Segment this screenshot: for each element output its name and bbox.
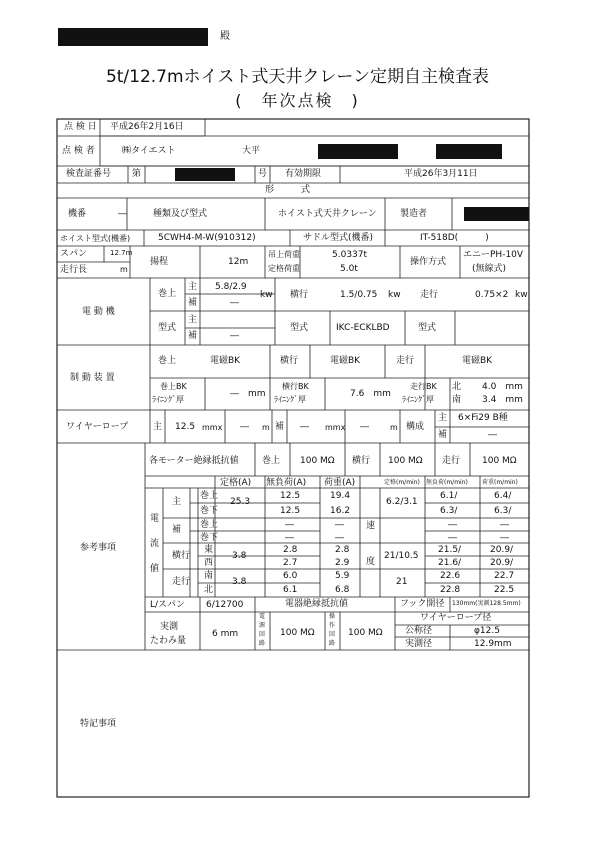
- row-noload: 2.7: [283, 558, 298, 568]
- motor-travel-model-label: 型式: [418, 323, 437, 333]
- redacted-maker: [464, 207, 529, 221]
- brake-traverse-lining-2: ﾗｲﾆﾝｸﾞ厚: [274, 395, 306, 404]
- op-circuit-2: 作: [329, 622, 336, 629]
- travel-len-label: 走行長: [60, 265, 88, 275]
- rope-main-mmx: mmx: [202, 423, 223, 432]
- rope-comp-aux-label: 補: [438, 430, 448, 440]
- current-label-3: 値: [150, 564, 160, 574]
- hdr-load-speed: 荷重(m/min): [482, 479, 518, 486]
- op-label: 操作方式: [410, 257, 447, 267]
- row-load: ―: [335, 533, 344, 543]
- honorific: 殿: [220, 31, 230, 42]
- row-load: 6.8: [335, 585, 350, 595]
- motor-aux-label: 補: [188, 298, 198, 308]
- motor-model-main: 主: [188, 315, 198, 325]
- travel-len-unit: m: [120, 265, 128, 274]
- cert-suffix: 号: [258, 169, 268, 179]
- rope-aux-m: m: [390, 423, 398, 432]
- insulation-travel-label: 走行: [442, 456, 461, 466]
- row-noload: 6.1: [283, 585, 298, 595]
- motor-travel-value: 0.75×2: [475, 290, 509, 300]
- insulation-hoist-value: 100 MΩ: [300, 456, 335, 466]
- main-circuit-4: 路: [259, 640, 266, 647]
- lspan-value: 6/12700: [206, 600, 244, 610]
- row-sub: 西: [204, 558, 214, 568]
- brake-label: 制 動 装 置: [70, 373, 115, 383]
- cert-label: 検査証番号: [66, 169, 112, 179]
- row-noload: 12.5: [280, 491, 301, 501]
- brake-hoist-lining-2: ﾗｲﾆﾝｸﾞ厚: [152, 395, 184, 404]
- travel-rated-speed: 21: [396, 577, 408, 587]
- brake-travel-lining-2: ﾗｲﾆﾝｸﾞ厚: [402, 395, 434, 404]
- redacted-cert-number: [175, 168, 235, 181]
- row-load: ―: [335, 520, 344, 530]
- insulation-label: 各モーター絶縁抵抗値: [149, 456, 239, 466]
- redacted-inspector-2: [436, 144, 502, 159]
- row-sub: 東: [204, 545, 214, 555]
- main-rated-speed: 6.2/3.1: [386, 497, 418, 507]
- rope-label: ワイヤーロープ: [66, 422, 129, 432]
- rope-comp-main-value: 6×Fi29 B種: [458, 413, 508, 423]
- row-noload-speed: 6.1/: [440, 491, 458, 501]
- motor-travel-kw: kw: [515, 290, 528, 300]
- validity-label: 有効期限: [285, 169, 322, 179]
- rope-composition-label: 構成: [406, 422, 425, 432]
- measured-value: 12.9mm: [474, 639, 512, 649]
- insulation-travel-value: 100 MΩ: [482, 456, 517, 466]
- motor-model-label: 型式: [158, 323, 177, 333]
- row-load: 2.8: [335, 545, 350, 555]
- row-sub: 南: [204, 571, 214, 581]
- motor-traverse-label: 横行: [290, 290, 309, 300]
- row-noload-speed: 22.8: [440, 585, 461, 595]
- motor-traverse-kw: kw: [388, 290, 401, 300]
- motor-travel-label: 走行: [420, 290, 439, 300]
- row-noload-speed: 6.3/: [440, 506, 458, 516]
- date-value: 平成26年2月16日: [110, 122, 184, 132]
- hdr-noload-speed: 無負荷(m/min): [426, 479, 468, 486]
- cert-prefix: 第: [132, 169, 142, 179]
- brake-travel-label: 走行: [396, 356, 415, 366]
- brake-north-label: 北: [452, 382, 462, 392]
- row-load-speed: 22.5: [494, 585, 515, 595]
- motor-main-label: 主: [188, 282, 198, 292]
- row-load: 19.4: [330, 491, 351, 501]
- brake-hoist-lining-value: ― mm: [230, 389, 266, 399]
- motor-traverse-value: 1.5/0.75: [340, 290, 378, 300]
- row-load-speed: 20.9/: [490, 545, 514, 555]
- saddle-label: サドル型式(機番): [303, 233, 374, 243]
- row-load-speed: 6.4/: [494, 491, 512, 501]
- span-label: スパン: [60, 249, 88, 259]
- travel-rated: 3.8: [232, 577, 247, 587]
- row-load-speed: ―: [500, 533, 509, 543]
- electric-insulation-label: 電器絶縁抵抗値: [285, 599, 349, 609]
- load-value-1: 5.0337t: [332, 250, 368, 260]
- motor-label: 電 動 機: [82, 307, 115, 317]
- deflection-label-2: たわみ量: [150, 636, 187, 646]
- group-traverse: 横行: [172, 551, 191, 561]
- row-load: 5.9: [335, 571, 350, 581]
- brake-north-value: 4.0 mm: [482, 382, 523, 392]
- rope-main-dia: 12.5: [175, 422, 196, 432]
- page-title: 5t/12.7mホイスト式天井クレーン定期自主検査表: [105, 67, 490, 87]
- type-value: ホイスト式天井クレーン: [278, 209, 377, 219]
- row-noload-speed: ―: [448, 520, 457, 530]
- row-load-speed: 20.9/: [490, 558, 514, 568]
- traverse-rated-speed: 21/10.5: [384, 551, 419, 561]
- date-label: 点 検 日: [64, 122, 97, 132]
- hdr-noload: 無負荷(A): [266, 478, 307, 488]
- brake-south-value: 3.4 mm: [482, 395, 523, 405]
- inspector-label: 点 検 者: [62, 146, 95, 156]
- rope-main-dash: ―: [240, 422, 249, 432]
- motor-model-aux-value: ―: [230, 331, 239, 341]
- maker-label: 製造者: [400, 209, 428, 219]
- motor-hoist-kw: kw: [260, 290, 273, 300]
- row-load: 2.9: [335, 558, 350, 568]
- nominal-label: 公称径: [405, 626, 433, 636]
- traverse-rated: 3.8: [232, 551, 247, 561]
- row-noload: 12.5: [280, 506, 301, 516]
- brake-traverse-lining-value: 7.6 mm: [350, 389, 391, 399]
- rope-comp-aux-value: ―: [488, 430, 497, 440]
- op-circuit-value: 100 MΩ: [348, 628, 383, 638]
- row-noload: 2.8: [283, 545, 298, 555]
- insulation-traverse-label: 横行: [352, 456, 371, 466]
- page-subtitle: ( 年次点検 ): [235, 91, 360, 110]
- hdr-rated-speed: 定格(m/min): [384, 479, 420, 486]
- rope-dia-label: ワイヤーロープ径: [420, 613, 492, 623]
- kiban-value: ―: [118, 209, 127, 219]
- rope-main-m: m: [262, 423, 270, 432]
- motor-traverse-model-value: IKC-ECKLBD: [336, 323, 390, 333]
- lift-label: 揚程: [150, 257, 169, 267]
- motor-model-aux: 補: [188, 331, 198, 341]
- op-circuit-4: 路: [329, 640, 336, 647]
- motor-hoist-main-value: 5.8/2.9: [215, 282, 247, 292]
- kiban-label: 機番: [68, 209, 87, 219]
- current-label-1: 電: [150, 514, 160, 524]
- row-noload-speed: ―: [448, 533, 457, 543]
- lspan-label: L/スパン: [150, 600, 186, 610]
- row-noload-speed: 21.6/: [438, 558, 462, 568]
- speed-label-1: 速: [366, 521, 376, 531]
- insulation-traverse-value: 100 MΩ: [388, 456, 423, 466]
- row-sub: 巻下: [200, 533, 219, 543]
- group-aux: 補: [172, 525, 182, 535]
- reference-label: 参考事項: [80, 543, 117, 553]
- hook-value: 130mm(実測128.5mm): [452, 600, 521, 607]
- op-value-1: エニーPH-10V: [463, 250, 524, 260]
- hoist-model-value: 5CWH4-M-W(910312): [158, 233, 256, 243]
- brake-hoist-lining-1: 巻上BK: [160, 382, 187, 391]
- row-noload: ―: [285, 520, 294, 530]
- op-circuit-3: 回: [329, 631, 336, 638]
- row-sub: 巻上: [200, 520, 219, 530]
- deflection-label-1: 実測: [160, 622, 179, 632]
- brake-traverse-label: 横行: [280, 356, 299, 366]
- row-sub: 北: [204, 585, 214, 595]
- brake-travel-lining-1: 走行BK: [410, 382, 437, 391]
- group-travel: 走行: [172, 577, 191, 587]
- row-noload-speed: 21.5/: [438, 545, 462, 555]
- rope-aux-dia: ―: [300, 422, 309, 432]
- row-sub: 巻下: [200, 506, 219, 516]
- rope-aux-dash: ―: [360, 422, 369, 432]
- nominal-value: φ12.5: [474, 626, 500, 636]
- inspector-company: ㈱タイエスト: [122, 146, 176, 156]
- inspector-name: 大平: [242, 146, 261, 156]
- span-value: 12.7m: [110, 249, 133, 257]
- type-label: 種類及び型式: [153, 209, 208, 219]
- hdr-load: 荷重(A): [324, 478, 356, 488]
- main-circuit-1: 電: [259, 613, 266, 620]
- load-label-1: 吊上荷重: [268, 250, 300, 259]
- rope-comp-main-label: 主: [438, 413, 448, 423]
- form-label: 形 式: [265, 185, 311, 195]
- main-circuit-2: 源: [259, 622, 266, 629]
- motor-hoist-label: 巻上: [158, 289, 177, 299]
- hdr-rated: 定格(A): [220, 478, 252, 488]
- insulation-hoist-label: 巻上: [262, 456, 281, 466]
- group-main: 主: [172, 497, 182, 507]
- main-rated: 25.3: [230, 497, 251, 507]
- load-label-2: 定格荷重: [268, 264, 300, 273]
- op-value-2: (無線式): [472, 264, 507, 274]
- validity-value: 平成26年3月11日: [404, 169, 478, 179]
- hoist-model-label: ホイスト型式(機番): [60, 234, 131, 243]
- brake-south-label: 南: [452, 395, 462, 405]
- row-load-speed: ―: [500, 520, 509, 530]
- row-noload: 6.0: [283, 571, 298, 581]
- measured-label: 実測径: [405, 639, 433, 649]
- main-circuit-value: 100 MΩ: [280, 628, 315, 638]
- row-noload: ―: [285, 533, 294, 543]
- current-label-2: 流: [150, 539, 160, 549]
- brake-hoist-value: 電磁BK: [210, 356, 241, 366]
- motor-hoist-aux-value: ―: [230, 298, 239, 308]
- hook-label: フック開径: [400, 599, 445, 609]
- brake-hoist-label: 巻上: [158, 356, 177, 366]
- op-circuit-1: 操: [329, 613, 336, 620]
- row-noload-speed: 22.6: [440, 571, 461, 581]
- saddle-value: IT-518D( ): [420, 233, 489, 243]
- notes-label: 特記事項: [80, 719, 117, 729]
- row-load: 16.2: [330, 506, 351, 516]
- brake-traverse-lining-1: 横行BK: [282, 382, 309, 391]
- rope-aux-label: 補: [275, 422, 285, 432]
- row-load-speed: 22.7: [494, 571, 515, 581]
- speed-label-2: 度: [366, 557, 376, 567]
- brake-travel-value: 電磁BK: [462, 356, 493, 366]
- lift-value: 12m: [228, 257, 249, 267]
- deflection-value: 6 mm: [212, 629, 239, 639]
- rope-main-label: 主: [153, 422, 163, 432]
- load-value-2: 5.0t: [340, 264, 358, 274]
- row-load-speed: 6.3/: [494, 506, 512, 516]
- rope-aux-mmx: mmx: [325, 423, 346, 432]
- row-sub: 巻上: [200, 491, 219, 501]
- main-circuit-3: 回: [259, 631, 266, 638]
- motor-traverse-model-label: 型式: [290, 323, 309, 333]
- brake-traverse-value: 電磁BK: [330, 356, 361, 366]
- redacted-inspector: [318, 144, 398, 159]
